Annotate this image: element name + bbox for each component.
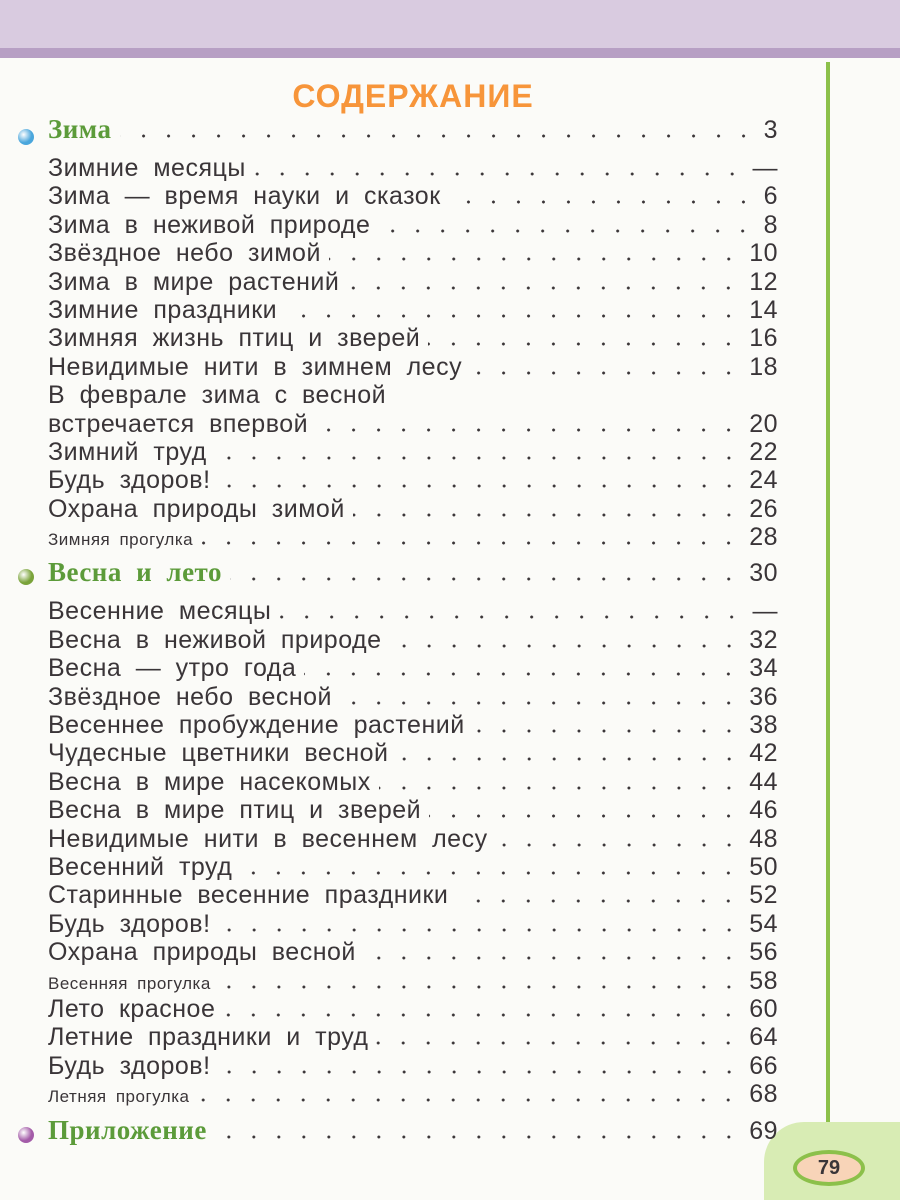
toc-entry-title: Зима — время науки и сказок <box>48 182 441 211</box>
toc-entry-page: 14 <box>749 295 778 324</box>
leader-dots <box>428 342 741 346</box>
leader-dots <box>279 615 744 619</box>
leader-dots <box>120 134 756 138</box>
toc-entry-page: 60 <box>749 994 778 1023</box>
toc-entry-page: 69 <box>749 1116 778 1145</box>
leader-dots <box>379 786 741 790</box>
toc-entry[interactable] <box>48 1023 778 1051</box>
leader-dots <box>219 985 741 989</box>
toc-entry[interactable] <box>48 410 778 438</box>
toc-entry-title: Охрана природы зимой <box>48 494 345 523</box>
toc-section[interactable] <box>48 1109 778 1155</box>
toc-entry[interactable] <box>48 1052 778 1080</box>
toc-entry-title: Будь здоров! <box>48 909 211 938</box>
toc-entry-page: — <box>752 154 778 182</box>
toc-entry[interactable] <box>48 1080 778 1108</box>
toc-entry-title: Весенние месяцы <box>48 597 272 626</box>
toc-entry[interactable] <box>48 296 778 324</box>
toc-entry-page: 28 <box>749 523 778 552</box>
toc-entry[interactable] <box>48 438 778 466</box>
toc-entry-page: 8 <box>763 210 778 239</box>
toc-entry-title: Звёздное небо зимой <box>48 239 321 268</box>
leader-dots <box>340 701 741 705</box>
leader-dots <box>390 644 742 648</box>
toc-entry-title: Будь здоров! <box>48 1051 211 1080</box>
toc-entry-title: Приложение <box>48 1114 207 1145</box>
toc-section[interactable] <box>48 114 778 154</box>
toc-entry-page: 38 <box>749 711 778 740</box>
toc-entry-page: 36 <box>749 682 778 711</box>
leader-dots <box>240 871 741 875</box>
leader-dots <box>378 229 755 233</box>
toc-entry-page: 6 <box>763 182 778 211</box>
toc-entry[interactable] <box>48 654 778 682</box>
toc-entry-page: 46 <box>749 796 778 825</box>
toc-entry[interactable] <box>48 182 778 210</box>
toc-entry-page: 48 <box>749 824 778 853</box>
toc-entry[interactable] <box>48 796 778 824</box>
toc-entry-page: — <box>752 597 778 626</box>
toc-entry-title: Летние праздники и труд <box>48 1023 369 1052</box>
toc-entry-title: Зима в мире растений <box>48 267 340 296</box>
toc-entry[interactable] <box>48 523 778 551</box>
toc-entry-title: Весна в неживой природе <box>48 625 382 654</box>
toc-entry[interactable] <box>48 239 778 267</box>
toc-entry-page: 30 <box>749 559 778 588</box>
toc-entry-page: 56 <box>749 938 778 967</box>
leader-dots <box>201 541 741 545</box>
toc-entry[interactable] <box>48 739 778 767</box>
toc-entry[interactable] <box>48 626 778 654</box>
toc-entry-title: Весна и лето <box>48 557 222 588</box>
leader-dots <box>219 928 742 932</box>
toc-entry[interactable] <box>48 495 778 523</box>
leader-dots <box>254 172 745 176</box>
toc-entry[interactable] <box>48 211 778 239</box>
toc-entry-title: Весна — утро года <box>48 654 297 683</box>
toc-entry-title: Весенний труд <box>48 852 233 881</box>
toc-entry[interactable] <box>48 597 778 625</box>
toc-entry-title: Летняя прогулка <box>48 1087 190 1107</box>
toc-entry-title: Чудесные цветники весной <box>48 739 389 768</box>
toc-entry[interactable] <box>48 353 778 381</box>
page-number: 79 <box>793 1150 865 1186</box>
leader-dots <box>219 1070 742 1074</box>
leader-dots <box>449 200 756 204</box>
leader-dots <box>223 1013 741 1017</box>
bullet-icon <box>18 129 34 145</box>
leader-dots <box>456 899 741 903</box>
toc-entry[interactable] <box>48 995 778 1023</box>
leader-dots <box>329 257 741 261</box>
toc-entry-page: 32 <box>749 625 778 654</box>
toc-entry[interactable] <box>48 938 778 966</box>
toc-entry-page: 64 <box>749 1023 778 1052</box>
toc-entry-page: 42 <box>749 739 778 768</box>
leader-dots <box>215 456 741 460</box>
toc-entry-page: 24 <box>749 466 778 495</box>
leader-dots <box>347 286 741 290</box>
toc-entry[interactable] <box>48 910 778 938</box>
toc-entry[interactable] <box>48 825 778 853</box>
toc-entry-title: встречается впервой <box>48 409 309 438</box>
toc-entry-page: 22 <box>749 437 778 466</box>
toc-entry[interactable] <box>48 683 778 711</box>
leader-dots <box>215 1135 741 1139</box>
toc-entry[interactable] <box>48 768 778 796</box>
toc-entry-title: Зимняя жизнь птиц и зверей <box>48 324 421 353</box>
toc-entry[interactable] <box>48 466 778 494</box>
leader-dots <box>316 428 741 432</box>
leader-dots <box>353 513 741 517</box>
page-title: СОДЕРЖАНИЕ <box>292 78 534 114</box>
toc-entry-page: 50 <box>749 852 778 881</box>
table-of-contents <box>48 114 778 1155</box>
toc-entry-title: Весна в мире птиц и зверей <box>48 796 422 825</box>
toc-entry[interactable] <box>48 711 778 739</box>
toc-entry-page: 16 <box>749 324 778 353</box>
leader-dots <box>496 843 742 847</box>
toc-entry-page: 44 <box>749 767 778 796</box>
toc-entry-page: 10 <box>749 239 778 268</box>
toc-entry-title: Зима в неживой природе <box>48 210 371 239</box>
toc-entry[interactable] <box>48 967 778 995</box>
leader-dots <box>397 757 742 761</box>
toc-entry-page: 12 <box>749 267 778 296</box>
toc-entry-page: 18 <box>749 352 778 381</box>
toc-section[interactable] <box>48 551 778 597</box>
header-band <box>0 0 900 48</box>
toc-entry[interactable] <box>48 154 778 182</box>
toc-entry-page: 58 <box>749 966 778 995</box>
toc-entry-title: Зима <box>48 114 112 144</box>
toc-entry-title: Зимняя прогулка <box>48 530 194 550</box>
toc-entry[interactable] <box>48 324 778 352</box>
toc-entry-title: Зимний труд <box>48 437 207 466</box>
leader-dots <box>285 314 741 318</box>
leader-dots <box>364 956 741 960</box>
toc-entry-page: 54 <box>749 909 778 938</box>
toc-entry[interactable] <box>48 381 778 409</box>
toc-entry-title: Лето красное <box>48 994 216 1023</box>
bullet-icon <box>18 569 34 585</box>
leader-dots <box>429 814 741 818</box>
leader-dots <box>197 1098 741 1102</box>
toc-entry-title: Весенняя прогулка <box>48 973 211 993</box>
margin-line <box>826 62 830 1142</box>
toc-entry-title: Весна в мире насекомых <box>48 767 371 796</box>
header-stripe <box>0 48 900 58</box>
toc-entry-title: Звёздное небо весной <box>48 682 333 711</box>
toc-entry-page: 52 <box>749 881 778 910</box>
toc-entry-title: Зимние праздники <box>48 295 278 324</box>
toc-entry-page: 3 <box>763 116 778 144</box>
toc-entry-title: Весеннее пробуждение растений <box>48 711 465 740</box>
leader-dots <box>473 729 741 733</box>
leader-dots <box>470 371 741 375</box>
toc-entry-page: 68 <box>749 1080 778 1109</box>
toc-entry-title: Будь здоров! <box>48 466 211 495</box>
leader-dots <box>230 577 741 581</box>
toc-entry-title: В феврале зима с весной <box>48 381 387 410</box>
toc-entry-title: Старинные весенние праздники <box>48 881 449 910</box>
toc-entry-page: 66 <box>749 1051 778 1080</box>
toc-entry-page: 34 <box>749 654 778 683</box>
leader-dots <box>219 484 742 488</box>
bullet-icon <box>18 1127 34 1143</box>
leader-dots <box>376 1041 741 1045</box>
toc-entry-page: 20 <box>749 409 778 438</box>
toc-entry-page: 26 <box>749 494 778 523</box>
toc-entry-title: Невидимые нити в весеннем лесу <box>48 824 488 853</box>
toc-entry[interactable] <box>48 268 778 296</box>
leader-dots <box>304 672 741 676</box>
toc-entry-title: Зимние месяцы <box>48 154 246 182</box>
toc-entry[interactable] <box>48 881 778 909</box>
toc-entry-title: Невидимые нити в зимнем лесу <box>48 352 463 381</box>
toc-entry[interactable] <box>48 853 778 881</box>
toc-entry-title: Охрана природы весной <box>48 938 356 967</box>
